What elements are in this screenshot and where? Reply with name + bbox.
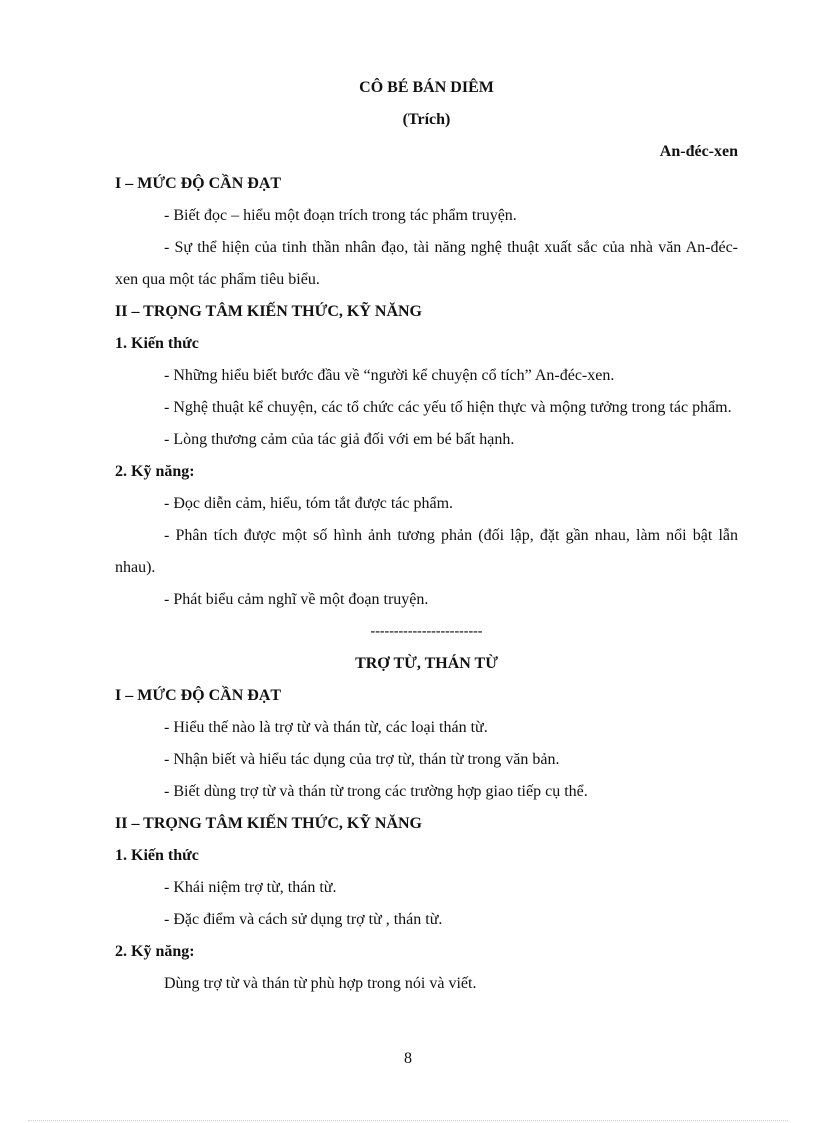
knowledge-item: - Nghệ thuật kể chuyện, các tổ chức các yếu tố hiện thực và mộng tưởng trong tác phẩm. (164, 399, 732, 416)
knowledge-item: - Khái niệm trợ từ, thán từ. (164, 879, 337, 896)
section-heading-focus: II – TRỌNG TÂM KIẾN THỨC, KỸ NĂNG (115, 303, 422, 320)
objective-item: - Sự thể hiện của tinh thần nhân đạo, tài năng nghệ thuật xuất sắc của nhà văn An-đéc-xen qua một tác phẩm tiêu biểu. (115, 239, 738, 288)
section-heading-focus: II – TRỌNG TÂM KIẾN THỨC, KỸ NĂNG (115, 815, 422, 832)
objective-item: - Hiểu thế nào là trợ từ và thán từ, các loại thán từ. (164, 719, 488, 736)
subheading-skills: 2. Kỹ năng: (115, 463, 195, 480)
page-number: 8 (404, 1050, 412, 1067)
document-page (115, 72, 738, 1000)
lesson-title: CÔ BÉ BÁN DIÊM (359, 79, 494, 96)
footer-divider (28, 1120, 788, 1121)
objective-item: - Biết đọc – hiểu một đoạn trích trong tác phẩm truyện. (164, 207, 517, 224)
section-heading-objectives: I – MỨC ĐỘ CẦN ĐẠT (115, 175, 282, 192)
knowledge-item: - Đặc điểm và cách sử dụng trợ từ , thán từ. (164, 911, 443, 928)
subheading-skills: 2. Kỹ năng: (115, 943, 195, 960)
author-name: An-đéc-xen (659, 143, 738, 160)
skill-item: - Đọc diễn cảm, hiểu, tóm tắt được tác phẩm. (164, 495, 454, 512)
skill-item: Dùng trợ từ và thán từ phù hợp trong nói và viết. (164, 975, 477, 992)
section-divider: ------------------------ (370, 624, 483, 639)
objective-item: - Biết dùng trợ từ và thán từ trong các trường hợp giao tiếp cụ thể. (164, 783, 588, 800)
knowledge-item: - Lòng thương cảm của tác giả đối với em bé bất hạnh. (164, 431, 515, 448)
skill-item: - Phân tích được một số hình ảnh tương phản (đối lập, đặt gần nhau, làm nổi bật lẫn nhau). (115, 527, 738, 576)
knowledge-item: - Những hiểu biết bước đầu về “người kể chuyện cổ tích” An-đéc-xen. (164, 367, 615, 384)
section-heading-objectives: I – MỨC ĐỘ CẦN ĐẠT (115, 687, 282, 704)
lesson-title: TRỢ TỪ, THÁN TỪ (355, 655, 498, 672)
objective-item: - Nhận biết và hiểu tác dụng của trợ từ, thán từ trong văn bản. (164, 751, 560, 768)
lesson-subtitle: (Trích) (402, 111, 451, 128)
subheading-knowledge: 1. Kiến thức (115, 335, 199, 352)
skill-item: - Phát biểu cảm nghĩ về một đoạn truyện. (164, 591, 429, 608)
subheading-knowledge: 1. Kiến thức (115, 847, 199, 864)
